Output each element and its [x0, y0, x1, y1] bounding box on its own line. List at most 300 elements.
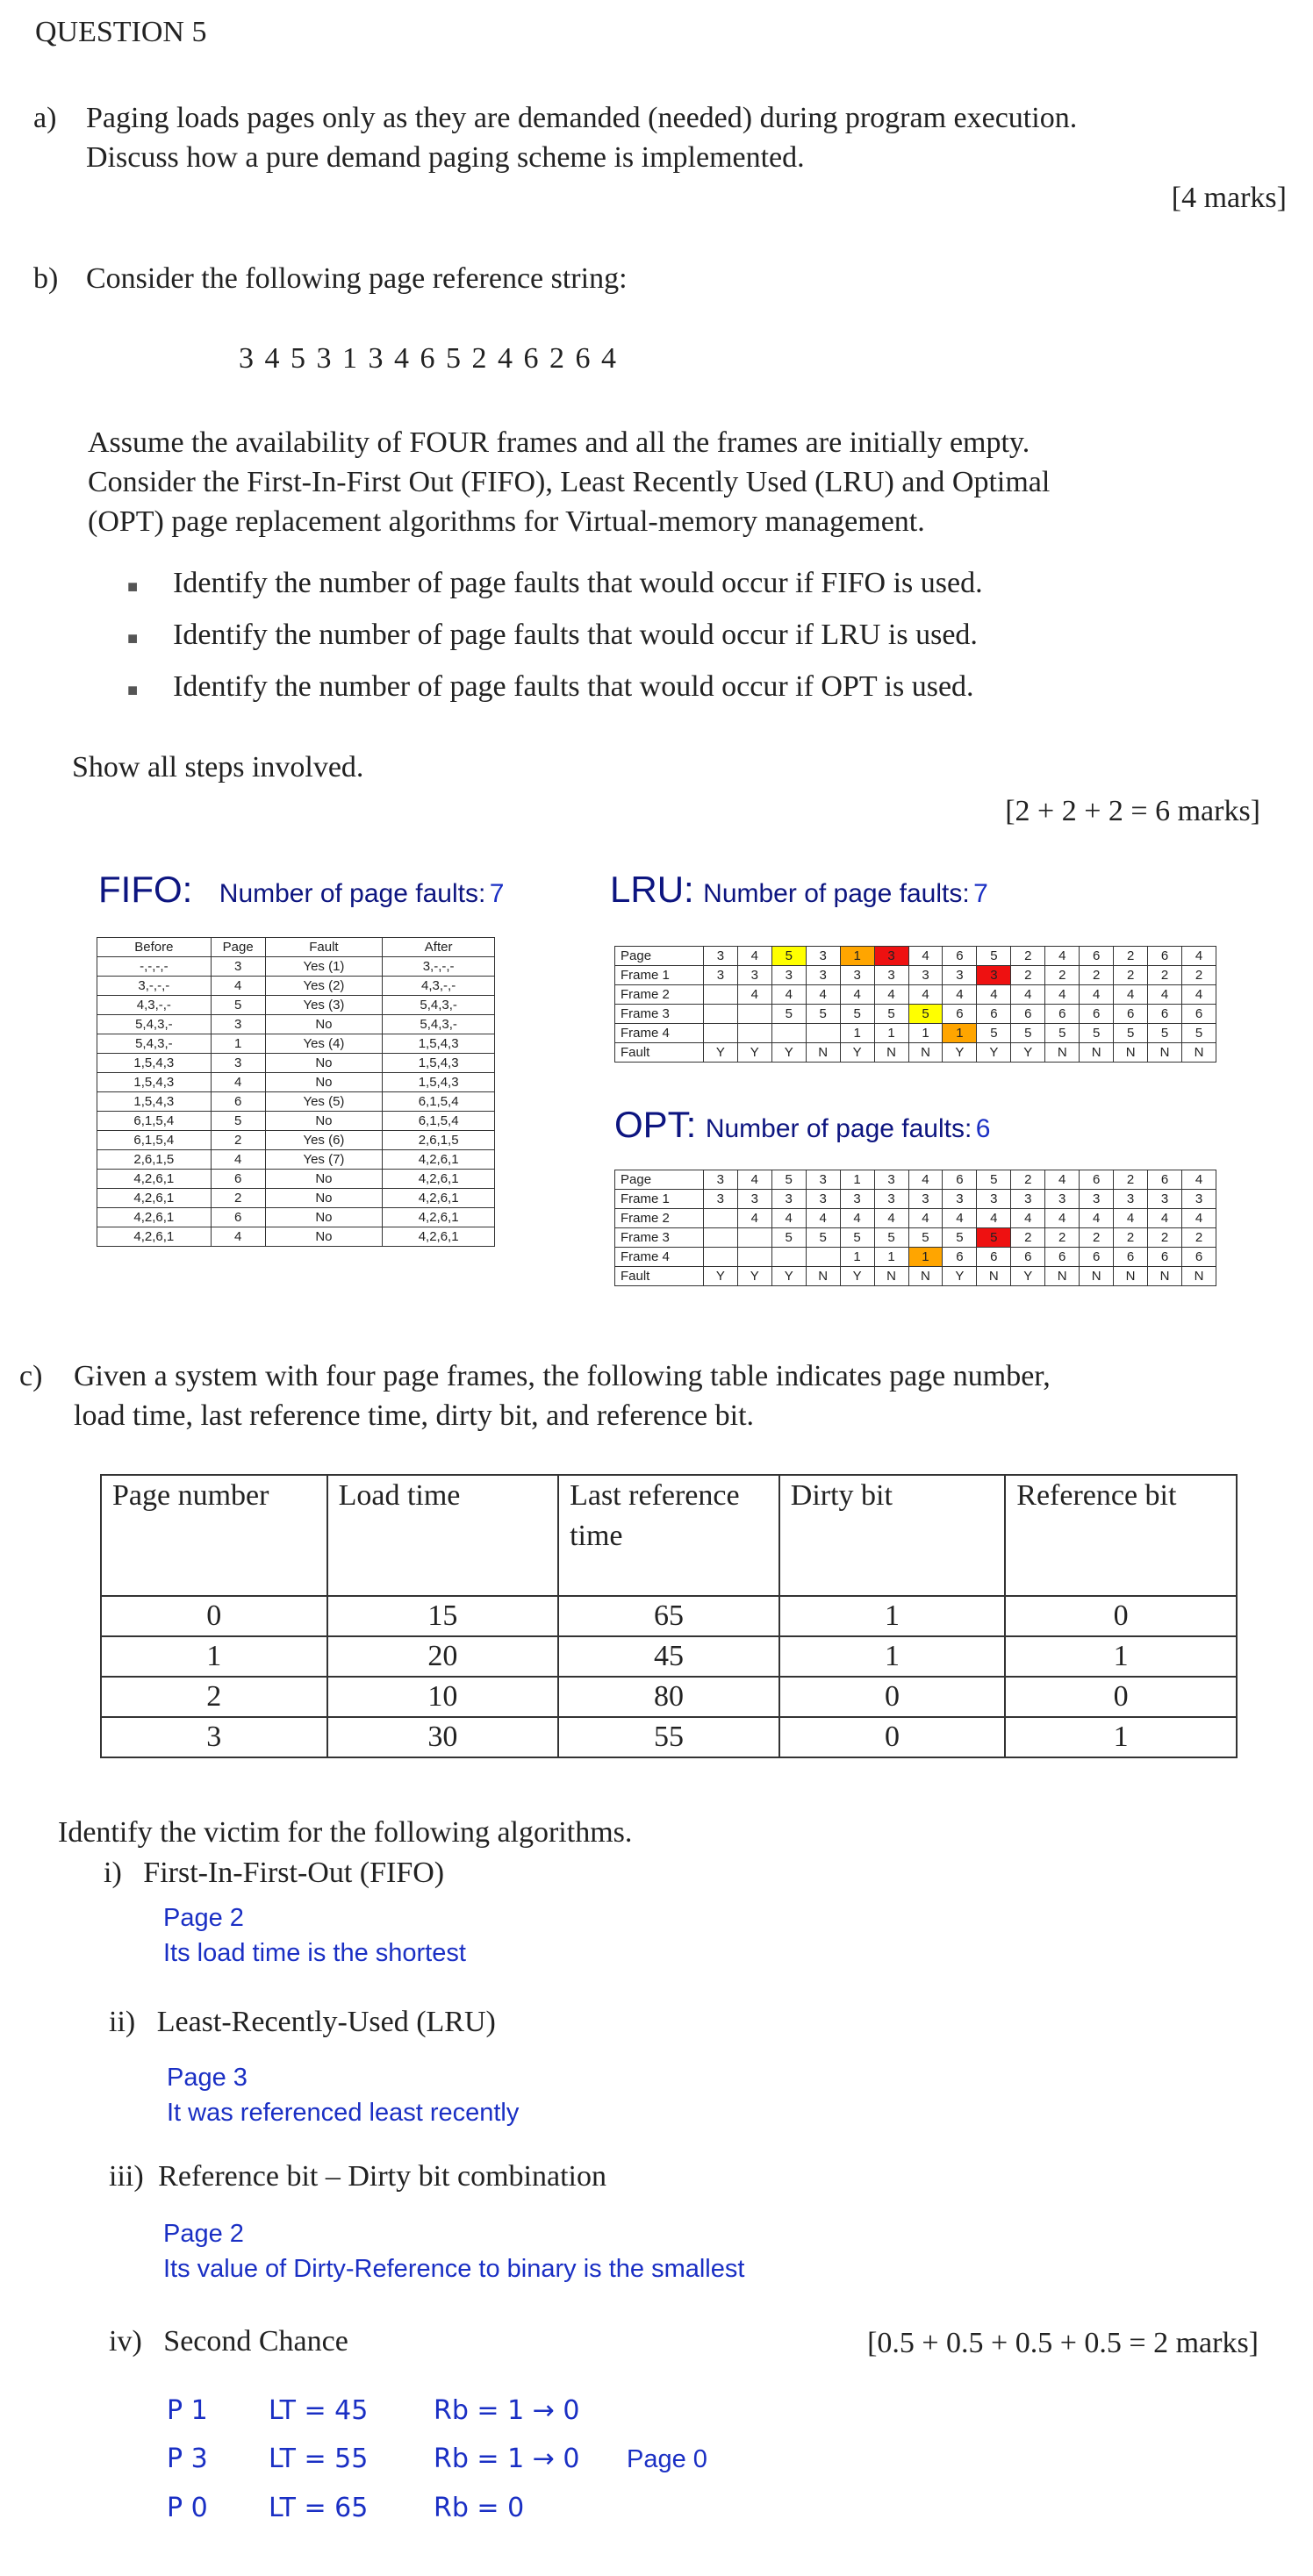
answer-lru	[167, 2060, 519, 2130]
fifo-row	[97, 1189, 495, 1208]
fifo-cell: 4,2,6,1	[97, 1189, 212, 1208]
lru-cell: 2	[1148, 966, 1182, 985]
opt-cell: 3	[703, 1170, 737, 1190]
lru-cell: 3	[840, 966, 874, 985]
opt-cell: 3	[1011, 1190, 1045, 1209]
lru-cell: Y	[840, 1043, 874, 1063]
opt-cell: 6	[943, 1170, 977, 1190]
lru-cell: 2	[1182, 966, 1216, 985]
fifo-heading	[98, 869, 504, 911]
sc-lt: LT = 55	[269, 2444, 369, 2474]
bullet-square-icon: ■	[127, 629, 139, 648]
opt-cell: 3	[703, 1190, 737, 1209]
opt-row-label: Frame 4	[615, 1248, 704, 1267]
lru-cell	[771, 1024, 806, 1043]
lru-cell: 4	[840, 985, 874, 1005]
fifo-cell: No	[265, 1227, 383, 1247]
lru-cell: N	[874, 1043, 908, 1063]
part-b-paragraph	[88, 423, 1290, 541]
opt-cell: 4	[806, 1209, 840, 1228]
part-b-para3: (OPT) page replacement algorithms for Virtual-memory management.	[88, 505, 925, 538]
fifo-cell: No	[265, 1170, 383, 1189]
lru-table	[614, 946, 1216, 1063]
page-info-cell: 65	[558, 1596, 779, 1636]
lru-cell: 3	[874, 947, 908, 966]
fifo-cell: 4	[211, 1227, 265, 1247]
fifo-cell: 3,-,-,-	[383, 957, 495, 977]
bullet-square-icon: ■	[127, 681, 139, 700]
opt-cell: N	[1148, 1267, 1182, 1286]
opt-cell: N	[977, 1267, 1011, 1286]
page-info-row	[101, 1596, 1237, 1636]
fifo-row	[97, 996, 495, 1015]
answer-page: Page 3	[167, 2064, 248, 2092]
opt-cell: 4	[943, 1209, 977, 1228]
part-b-marks: [2 + 2 + 2 = 6 marks]	[1005, 795, 1260, 827]
lru-cell: 4	[1011, 985, 1045, 1005]
page-info-cell: 3	[101, 1717, 327, 1757]
fifo-cell: 6	[211, 1208, 265, 1227]
opt-faults-label: Number of page faults:	[705, 1114, 972, 1143]
lru-cell: Y	[977, 1043, 1011, 1063]
page-info-header-cell: Load time	[327, 1475, 558, 1596]
opt-cell: 3	[874, 1190, 908, 1209]
opt-cell: 3	[1045, 1190, 1080, 1209]
fifo-cell: Yes (7)	[265, 1150, 383, 1170]
lru-cell: 4	[1045, 947, 1080, 966]
opt-row	[615, 1190, 1216, 1209]
lru-cell	[703, 1005, 737, 1024]
opt-cell: 2	[1182, 1228, 1216, 1248]
lru-cell: 3	[943, 966, 977, 985]
part-c-line2: load time, last reference time, dirty bit, and reference bit.	[74, 1399, 755, 1432]
opt-cell: 6	[1114, 1248, 1148, 1267]
fifo-cell: No	[265, 1054, 383, 1073]
victim-item-second-chance	[109, 2322, 348, 2361]
fifo-cell: 5	[211, 996, 265, 1015]
lru-cell: 3	[737, 966, 771, 985]
lru-cell: 6	[1080, 1005, 1114, 1024]
second-chance-work	[167, 2386, 707, 2532]
page-info-header-cell: Reference bit	[1005, 1475, 1237, 1596]
lru-cell: N	[908, 1043, 943, 1063]
fifo-row	[97, 957, 495, 977]
opt-cell: 2	[1080, 1228, 1114, 1248]
opt-cell: 2	[1011, 1170, 1045, 1190]
fifo-cell: Yes (6)	[265, 1131, 383, 1150]
page-info-cell: 0	[1005, 1596, 1237, 1636]
victim-item-label: iv)	[109, 2325, 142, 2358]
lru-cell: 1	[840, 947, 874, 966]
victim-item-title: First-In-First-Out (FIFO)	[143, 1857, 445, 1889]
fifo-cell: 3,-,-,-	[97, 977, 212, 996]
lru-faults-label: Number of page faults:	[703, 879, 970, 908]
lru-cell: 2	[1011, 947, 1045, 966]
lru-faults-value: 7	[973, 879, 988, 908]
part-b-intro: Consider the following page reference string:	[86, 262, 628, 295]
lru-cell: 5	[1080, 1024, 1114, 1043]
lru-cell: 5	[977, 947, 1011, 966]
fifo-row	[97, 1034, 495, 1054]
opt-cell: 3	[806, 1170, 840, 1190]
fifo-row	[97, 1073, 495, 1092]
bullet-square-icon: ■	[127, 577, 139, 597]
lru-cell: 4	[1148, 985, 1182, 1005]
opt-cell: 2	[1011, 1228, 1045, 1248]
fifo-cell: 1,5,4,3	[97, 1054, 212, 1073]
lru-cell: N	[1080, 1043, 1114, 1063]
bullet-item: ■ Identify the number of page faults that would occur if OPT is used.	[127, 670, 974, 703]
page-info-row	[101, 1636, 1237, 1677]
opt-cell: 6	[1080, 1248, 1114, 1267]
lru-cell: Y	[1011, 1043, 1045, 1063]
lru-cell: 2	[1045, 966, 1080, 985]
part-b-label: b)	[33, 262, 59, 295]
fifo-cell: No	[265, 1112, 383, 1131]
page-info-cell: 45	[558, 1636, 779, 1677]
page-info-cell: 0	[779, 1677, 1006, 1717]
fifo-cell: 1,5,4,3	[383, 1054, 495, 1073]
lru-cell: N	[1182, 1043, 1216, 1063]
lru-cell: 6	[977, 1005, 1011, 1024]
lru-cell: 5	[840, 1005, 874, 1024]
lru-cell: 5	[806, 1005, 840, 1024]
fifo-cell: Yes (4)	[265, 1034, 383, 1054]
opt-row	[615, 1170, 1216, 1190]
fifo-cell: 4,2,6,1	[97, 1170, 212, 1189]
part-b-para2: Consider the First-In-First Out (FIFO), Least Recently Used (LRU) and Optimal	[88, 466, 1051, 498]
part-a-marks: [4 marks]	[1171, 182, 1287, 214]
page-info-row	[101, 1677, 1237, 1717]
lru-cell: 4	[737, 947, 771, 966]
opt-cell: 3	[737, 1190, 771, 1209]
opt-row-label: Page	[615, 1170, 704, 1190]
fifo-cell: No	[265, 1073, 383, 1092]
page-info-row	[101, 1717, 1237, 1757]
opt-cell: 4	[1080, 1209, 1114, 1228]
fifo-cell: 3	[211, 1015, 265, 1034]
fifo-cell: 6	[211, 1170, 265, 1189]
opt-cell: 2	[1148, 1228, 1182, 1248]
fifo-header-cell: Before	[97, 938, 212, 957]
opt-cell: 3	[806, 1190, 840, 1209]
lru-cell: 2	[1011, 966, 1045, 985]
answer-reason: Its value of Dirty-Reference to binary is the smallest	[163, 2255, 745, 2283]
page-info-cell: 55	[558, 1717, 779, 1757]
lru-cell: 6	[1080, 947, 1114, 966]
victim-item-title: Least-Recently-Used (LRU)	[156, 2006, 496, 2038]
page-info-header-cell: Last reference time	[558, 1475, 779, 1596]
opt-cell: 5	[771, 1228, 806, 1248]
lru-cell: Y	[943, 1043, 977, 1063]
lru-title: LRU:	[610, 869, 694, 910]
lru-cell: 2	[1114, 966, 1148, 985]
sc-rb: Rb = 0	[434, 2493, 525, 2523]
page-info-cell: 30	[327, 1717, 558, 1757]
fifo-cell: 2	[211, 1131, 265, 1150]
lru-cell: 1	[943, 1024, 977, 1043]
fifo-cell: 1	[211, 1034, 265, 1054]
fifo-cell: Yes (1)	[265, 957, 383, 977]
opt-cell: 6	[1080, 1170, 1114, 1190]
lru-row	[615, 985, 1216, 1005]
lru-cell: 6	[1114, 1005, 1148, 1024]
fifo-cell: 4	[211, 1150, 265, 1170]
answer-fifo	[163, 1900, 466, 1971]
lru-cell: 4	[737, 985, 771, 1005]
opt-cell: 6	[1045, 1248, 1080, 1267]
page-info-cell: 2	[101, 1677, 327, 1717]
opt-cell: 3	[1080, 1190, 1114, 1209]
lru-row	[615, 947, 1216, 966]
opt-cell: 3	[1148, 1190, 1182, 1209]
lru-cell: 4	[806, 985, 840, 1005]
lru-cell: 4	[977, 985, 1011, 1005]
opt-cell	[771, 1248, 806, 1267]
lru-cell: Y	[771, 1043, 806, 1063]
opt-cell	[703, 1209, 737, 1228]
sc-lt: LT = 65	[269, 2493, 369, 2523]
page-info-cell: 1	[1005, 1717, 1237, 1757]
victim-item-lru	[109, 2002, 496, 2042]
sc-rb: Rb = 1 → 0	[434, 2395, 580, 2426]
lru-cell: 5	[1148, 1024, 1182, 1043]
lru-row	[615, 966, 1216, 985]
opt-cell: Y	[840, 1267, 874, 1286]
reference-string: 3 4 5 3 1 3 4 6 5 2 4 6 2 6 4	[239, 342, 618, 375]
opt-cell: 3	[771, 1190, 806, 1209]
lru-cell: 4	[874, 985, 908, 1005]
fifo-cell: -,-,-,-	[97, 957, 212, 977]
victim-item-label: iii)	[109, 2160, 144, 2193]
lru-cell: 6	[943, 947, 977, 966]
victim-item-title: Second Chance	[163, 2325, 348, 2358]
page-info-cell: 80	[558, 1677, 779, 1717]
question-title: QUESTION 5	[35, 16, 207, 48]
second-chance-row	[167, 2386, 707, 2435]
part-b-para1: Assume the availability of FOUR frames and all the frames are initially empty.	[88, 426, 1030, 459]
opt-cell: 2	[1114, 1228, 1148, 1248]
page-info-header-cell: Page number	[101, 1475, 327, 1596]
lru-cell: 1	[874, 1024, 908, 1043]
answer-reason: It was referenced least recently	[167, 2099, 520, 2127]
lru-cell: N	[806, 1043, 840, 1063]
show-steps: Show all steps involved.	[72, 751, 364, 784]
answer-ref-dirty	[163, 2216, 744, 2286]
victim-item-label: ii)	[109, 2006, 136, 2038]
fifo-cell: 1,5,4,3	[383, 1034, 495, 1054]
lru-cell	[737, 1024, 771, 1043]
opt-cell: 5	[943, 1228, 977, 1248]
opt-cell: 5	[806, 1228, 840, 1248]
opt-cell: 3	[1182, 1190, 1216, 1209]
fifo-cell: No	[265, 1208, 383, 1227]
fifo-cell: 5,4,3,-	[383, 1015, 495, 1034]
fifo-header-cell: Page	[211, 938, 265, 957]
opt-cell: 4	[771, 1209, 806, 1228]
fifo-faults-label: Number of page faults:	[219, 879, 486, 908]
victim-intro: Identify the victim for the following algorithms.	[58, 1816, 633, 1849]
bullet-item: ■ Identify the number of page faults that would occur if FIFO is used.	[127, 567, 983, 599]
lru-cell: 5	[1182, 1024, 1216, 1043]
lru-row-label: Frame 3	[615, 1005, 704, 1024]
opt-cell: N	[1182, 1267, 1216, 1286]
opt-row-label: Fault	[615, 1267, 704, 1286]
lru-cell: 4	[1182, 947, 1216, 966]
opt-table	[614, 1170, 1216, 1286]
opt-cell: 4	[1011, 1209, 1045, 1228]
fifo-cell: 6,1,5,4	[383, 1092, 495, 1112]
part-c-line1: Given a system with four page frames, the following table indicates page number,	[74, 1360, 1051, 1392]
fifo-cell: 6	[211, 1092, 265, 1112]
opt-cell: N	[1080, 1267, 1114, 1286]
fifo-cell: No	[265, 1015, 383, 1034]
answer-reason: Its load time is the shortest	[163, 1939, 466, 1967]
fifo-cell: Yes (3)	[265, 996, 383, 1015]
lru-cell: 5	[908, 1005, 943, 1024]
lru-row-label: Page	[615, 947, 704, 966]
lru-cell: 3	[806, 947, 840, 966]
opt-cell	[806, 1248, 840, 1267]
opt-cell: 6	[1011, 1248, 1045, 1267]
fifo-cell: Yes (5)	[265, 1092, 383, 1112]
lru-cell: 6	[1011, 1005, 1045, 1024]
opt-row	[615, 1209, 1216, 1228]
fifo-row	[97, 1208, 495, 1227]
fifo-cell: Yes (2)	[265, 977, 383, 996]
opt-row-label: Frame 1	[615, 1190, 704, 1209]
opt-cell: 5	[840, 1228, 874, 1248]
sc-answer: Page 0	[627, 2445, 707, 2473]
opt-cell: N	[1114, 1267, 1148, 1286]
lru-row	[615, 1043, 1216, 1063]
victim-item-title: Reference bit – Dirty bit combination	[158, 2160, 606, 2193]
opt-cell: N	[806, 1267, 840, 1286]
lru-cell: 6	[943, 1005, 977, 1024]
opt-cell: Y	[943, 1267, 977, 1286]
fifo-cell: 5,4,3,-	[97, 1034, 212, 1054]
lru-cell: 4	[943, 985, 977, 1005]
fifo-cell: 2,6,1,5	[97, 1150, 212, 1170]
opt-cell: 3	[1114, 1190, 1148, 1209]
part-a-text	[86, 98, 1077, 177]
answer-page: Page 2	[163, 1904, 244, 1932]
opt-row	[615, 1267, 1216, 1286]
opt-cell: 5	[908, 1228, 943, 1248]
lru-cell: 5	[771, 947, 806, 966]
opt-cell: N	[1045, 1267, 1080, 1286]
fifo-cell: 4,2,6,1	[383, 1189, 495, 1208]
opt-heading	[614, 1104, 990, 1146]
fifo-cell: 6,1,5,4	[383, 1112, 495, 1131]
fifo-cell: 4,3,-,-	[383, 977, 495, 996]
opt-cell: 4	[1148, 1209, 1182, 1228]
lru-cell: 3	[908, 966, 943, 985]
lru-cell	[806, 1024, 840, 1043]
opt-cell: 4	[737, 1209, 771, 1228]
page-info-cell: 0	[779, 1717, 1006, 1757]
opt-cell: 4	[1045, 1209, 1080, 1228]
opt-cell: 1	[874, 1248, 908, 1267]
lru-cell: 3	[806, 966, 840, 985]
opt-cell	[737, 1228, 771, 1248]
lru-cell: N	[1148, 1043, 1182, 1063]
sc-page: P 3	[167, 2444, 208, 2474]
fifo-row	[97, 1227, 495, 1247]
opt-cell: 4	[908, 1209, 943, 1228]
page-info-cell: 20	[327, 1636, 558, 1677]
fifo-cell: 6,1,5,4	[97, 1112, 212, 1131]
page-info-cell: 1	[1005, 1636, 1237, 1677]
opt-cell: 5	[874, 1228, 908, 1248]
lru-cell: 4	[908, 985, 943, 1005]
lru-heading	[610, 869, 988, 911]
opt-cell: 4	[1182, 1170, 1216, 1190]
lru-cell: Y	[703, 1043, 737, 1063]
opt-cell: 4	[737, 1170, 771, 1190]
fifo-cell: 4,2,6,1	[383, 1227, 495, 1247]
opt-cell: 5	[977, 1170, 1011, 1190]
lru-cell: 2	[1080, 966, 1114, 985]
lru-cell	[703, 1024, 737, 1043]
part-c-marks: [0.5 + 0.5 + 0.5 + 0.5 = 2 marks]	[867, 2327, 1259, 2359]
part-c-text	[74, 1356, 1051, 1435]
fifo-cell: 4,2,6,1	[383, 1208, 495, 1227]
fifo-cell: 4,2,6,1	[383, 1150, 495, 1170]
opt-cell	[703, 1248, 737, 1267]
sc-rb: Rb = 1 → 0	[434, 2444, 580, 2474]
lru-row-label: Frame 1	[615, 966, 704, 985]
lru-cell: 6	[1148, 947, 1182, 966]
page-info-header-row	[101, 1475, 1237, 1596]
lru-cell: N	[1114, 1043, 1148, 1063]
fifo-cell: 4	[211, 1073, 265, 1092]
lru-cell	[703, 985, 737, 1005]
lru-cell: 5	[771, 1005, 806, 1024]
lru-cell: Y	[737, 1043, 771, 1063]
opt-title: OPT:	[614, 1104, 697, 1145]
lru-row	[615, 1024, 1216, 1043]
opt-row	[615, 1228, 1216, 1248]
opt-row-label: Frame 2	[615, 1209, 704, 1228]
opt-cell: 4	[1045, 1170, 1080, 1190]
opt-cell: 4	[1182, 1209, 1216, 1228]
page-info-cell: 1	[779, 1636, 1006, 1677]
bullet-item: ■ Identify the number of page faults that would occur if LRU is used.	[127, 619, 978, 651]
fifo-cell: 4	[211, 977, 265, 996]
lru-cell: 3	[703, 966, 737, 985]
opt-cell: Y	[771, 1267, 806, 1286]
opt-cell: 6	[943, 1248, 977, 1267]
lru-cell: 5	[1045, 1024, 1080, 1043]
page-info-table	[100, 1474, 1238, 1758]
lru-cell: 5	[977, 1024, 1011, 1043]
opt-cell: Y	[1011, 1267, 1045, 1286]
lru-cell: 4	[771, 985, 806, 1005]
page-info-header-cell: Dirty bit	[779, 1475, 1006, 1596]
opt-cell	[703, 1228, 737, 1248]
lru-row-label: Frame 2	[615, 985, 704, 1005]
answer-page: Page 2	[163, 2220, 244, 2248]
fifo-cell: No	[265, 1189, 383, 1208]
opt-cell: Y	[703, 1267, 737, 1286]
opt-cell: 1	[840, 1170, 874, 1190]
lru-row	[615, 1005, 1216, 1024]
opt-cell: 3	[840, 1190, 874, 1209]
fifo-header-cell: Fault	[265, 938, 383, 957]
opt-cell: 4	[840, 1209, 874, 1228]
fifo-cell: 4,2,6,1	[383, 1170, 495, 1189]
